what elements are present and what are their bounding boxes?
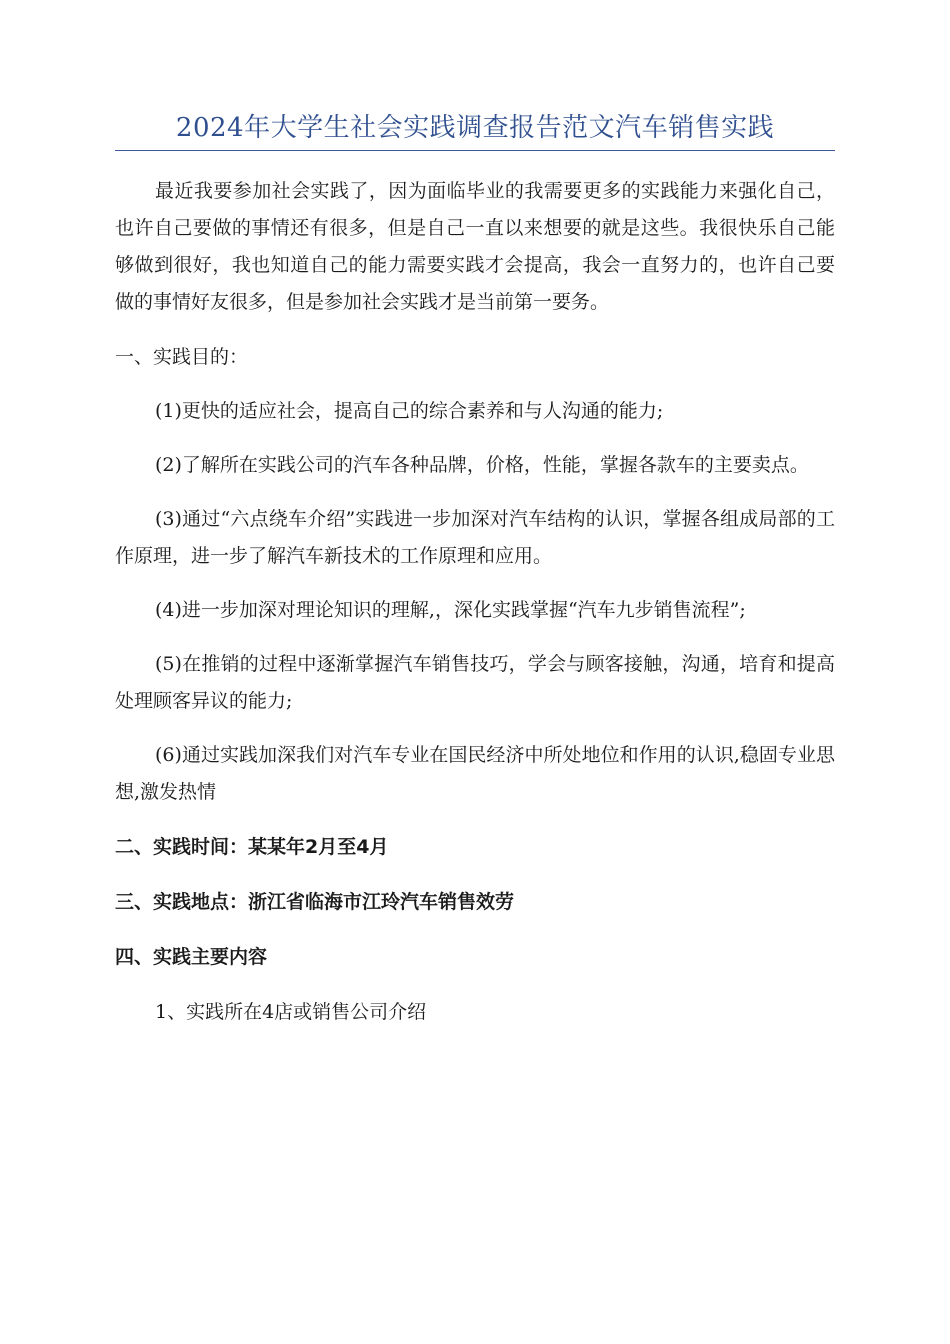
document-title: 2024年大学生社会实践调查报告范文汽车销售实践 [175, 113, 775, 143]
content-item-1: 1、实践所在4店或销售公司介绍 [155, 1001, 427, 1023]
objective-item-5: (5)在推销的过程中逐渐掌握汽车销售技巧，学会与顾客接触，沟通，培育和提高处理顾客异议的能力; [115, 653, 835, 712]
objective-item-4: (4)进一步加深对理论知识的理解,，深化实践掌握“汽车九步销售流程”; [155, 599, 746, 621]
title-underline [115, 150, 835, 151]
section-heading-content: 四、实践主要内容 [115, 946, 268, 968]
objective-item-1: (1)更快的适应社会，提高自己的综合素养和与人沟通的能力; [155, 400, 664, 422]
section-heading-location: 三、实践地点：浙江省临海市江玲汽车销售效劳 [115, 891, 515, 913]
section-heading-purpose: 一、实践目的： [115, 346, 249, 368]
section-heading-time: 二、实践时间：某某年2月至4月 [115, 836, 389, 858]
document-page [115, 108, 835, 1031]
objective-item-2: (2)了解所在实践公司的汽车各种品牌，价格，性能，掌握各款车的主要卖点。 [155, 454, 809, 476]
objective-item-6: (6)通过实践加深我们对汽车专业在国民经济中所处地位和作用的认识,稳固专业思想,激发热情 [115, 744, 835, 803]
objective-item-3: (3)通过“六点绕车介绍”实践进一步加深对汽车结构的认识，掌握各组成局部的工作原理，进一步了解汽车新技术的工作原理和应用。 [115, 508, 835, 567]
intro-paragraph: 最近我要参加社会实践了，因为面临毕业的我需要更多的实践能力来强化自己，也许自己要做的事情还有很多，但是自己一直以来想要的就是这些。我很快乐自己能够做到很好，我也知道自己的能力需要实践才会提高，我会一直努力的，也许自己要做的事情好友很多，但是参加社会实践才是当前第一要务。 [115, 180, 835, 313]
